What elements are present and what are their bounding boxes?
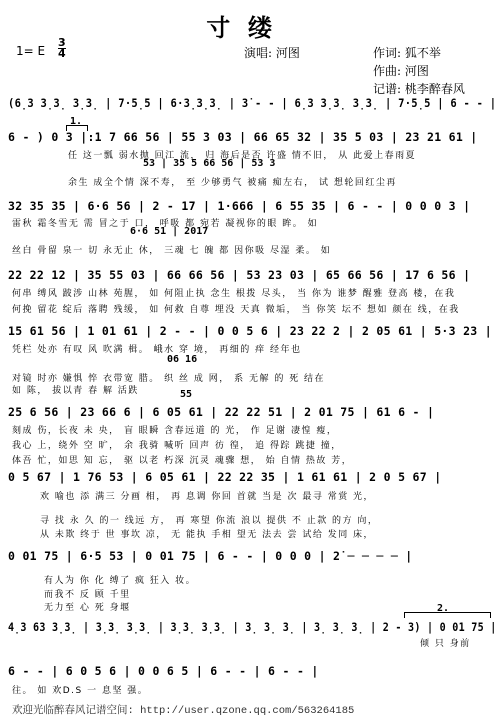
- lyric-line: 倾 只 身前: [420, 639, 471, 649]
- lyric-line: 无力至 心 死 身堰: [44, 603, 131, 613]
- notation-row: 0 01 75 | 6·5 53 | 0 01 75 | 6 - - | 0 0 0 | 2̇ ─ ─ ─ ─ |: [8, 549, 413, 563]
- volta-two-bracket: [404, 612, 491, 618]
- lyric-line: 余生 成全个情 深不寿， 至 少够勇气 被痛 痴左右， 试 想轮回红尘再: [68, 178, 397, 188]
- notation-row: 32 35 35 | 6·6 56 | 2 - 17 | 1·666 | 6 55 35 | 6 - - | 0 0 0 3 |: [8, 199, 471, 213]
- lyric-line: 而我不 反 顾 千里: [44, 590, 131, 600]
- lyric-line: 何串 缚风 跛涉 山林 苑腥， 如 何阻止执 念生 根拨 尽头， 当 你为 谁梦 醒雅 登高 楼，在我: [12, 289, 456, 299]
- notation-row: 25 6 56 | 23 66 6 | 6 05 61 | 22 22 51 | 2 01 75 | 61 6 - |: [8, 405, 435, 419]
- volta-two-label: 2.: [437, 603, 450, 614]
- key-signature: 1= E: [16, 44, 46, 58]
- notation-row: 22 22 12 | 35 55 03 | 66 66 56 | 53 23 03 | 65 66 56 | 17 6 56 |: [8, 268, 471, 282]
- volta-one-bracket: [66, 125, 88, 131]
- transcriber-credit: 记谱: 桃李醉春风: [373, 82, 465, 96]
- notation-row: 15 61 56 | 1 01 61 | 2 - - | 0 0 5 6 | 23 22 2 | 2 05 61 | 5·3 23 |: [8, 324, 492, 338]
- lyric-line: 丝白 骨留 泉一 切 永无止 休， 三魂 七 魄 都 因你吸 尽湿 柔。 如: [12, 246, 332, 256]
- lyric-line: 往。 如 欢D.S 一 息坚 强。: [12, 686, 149, 696]
- lyric-line: 如 陈， 拔以青 春 解 活跌: [12, 386, 139, 396]
- lyric-line: 雷秋 霜冬雪无 需 冒之于 口， 呼吸 都 宛若 凝视你的眼 眸。 如: [12, 219, 319, 229]
- lyricist-credit: 作词: 狐不举: [373, 46, 441, 60]
- footer-text: 欢迎光临醉春风记谱空间: http://user.qzone.qq.com/563264185: [12, 705, 355, 717]
- lyric-line: 凭栏 处亦 有叹 风 吹满 楫。 峨水 穿 境， 再细的 痒 经年也: [12, 345, 302, 355]
- lyric-line: 我心 上，绕外 空 旷， 余 我骑 喊听 回声 彷 徨， 追 得踪 跳捷 撞，: [12, 441, 342, 451]
- aux-notes: 55: [180, 389, 193, 400]
- time-signature: [58, 38, 66, 61]
- lyric-line: 刻成 伤，长夜 未 央， 盲 眼瞬 含春远道 的 光， 作 足谢 凄惶 瘦，: [12, 426, 338, 436]
- lyric-line: 何挽 留花 绽后 落聘 残缓， 如 何救 自尊 埋没 天真 微垢， 当 你笑 坛不 想如 颜在 线，在我: [12, 305, 460, 315]
- notation-row: (6̣3 3̣3̣ 3̣3̣ | 7·5̣5 | 6·3̣3̣3̣ | 3̇ - - | 6̣3 3̣3̣ 3̣3̣ | 7·5̣5 | 6 - - |: [8, 96, 497, 110]
- notation-row: 6 - - | 6 0 5 6 | 0 0 6 5 | 6 - - | 6 - - |: [8, 664, 319, 678]
- lyric-line: 寻 找 永 久 的一 线远 方， 再 寒望 你流 浪以 提供 不 止款 的方 向，: [40, 516, 379, 526]
- time-denominator: 4: [58, 47, 66, 60]
- lyric-line: 体吾 忙，如思 知 忘， 驱 以老 朽深 沉灵 魂骤 想， 始 自情 热故 芳，: [12, 456, 353, 466]
- lyric-line: 从 未欺 终于 世 事坎 凉， 无 能执 手相 望无 法去 尝 试给 发同 床，: [40, 530, 375, 540]
- lyric-line: 任 这一瓢 弱水抛 回江 流， 归 海后是否 许盛 情不旧， 从 此爱上春雨夏: [68, 151, 417, 161]
- song-title: 寸缕: [206, 13, 290, 42]
- aux-notes: 06 16: [167, 354, 198, 365]
- notation-row: 0 5 67 | 1 76 53 | 6 05 61 | 22 22 35 | 1 61 61 | 2 0 5 67 |: [8, 470, 442, 484]
- volta-one-label: 1.: [70, 116, 83, 127]
- composer-credit: 作曲: 河图: [373, 64, 429, 78]
- lyric-line: 对镜 时亦 嫌惧 悴 衣带宽 腊。 织 丝 成 网， 系 无解 的 死 结在: [12, 374, 326, 384]
- aux-notes: 53 | 35 5 66 56 | 53 3: [143, 158, 276, 169]
- singer-credit: 演唱: 河图: [244, 46, 300, 60]
- lyric-line: 有人为 你 化 缚了 疯 狂入 妆。: [44, 576, 197, 586]
- lyric-line: 欢 喻也 添 满三 分画 相， 再 息调 你回 首就 当是 次 最寻 常赏 光，: [40, 492, 375, 502]
- notation-row: 4̣3 63 3̣3̣ | 3̣3̣ 3̣3̣ | 3̣3̣ 3̣3̣ | 3̣ 3̣ 3̣ | 3̣ 3̣ 3̣ | 2 - 3) | 0 01 75 |: [8, 620, 497, 634]
- time-numerator: 3: [58, 36, 66, 49]
- aux-notes: 6·6 51 | 2017: [130, 226, 209, 237]
- notation-row: 6 - ) 0 3 |:1 7 66 56 | 55 3 03 | 66 65 32 | 35 5 03 | 23 21 61 |: [8, 130, 478, 144]
